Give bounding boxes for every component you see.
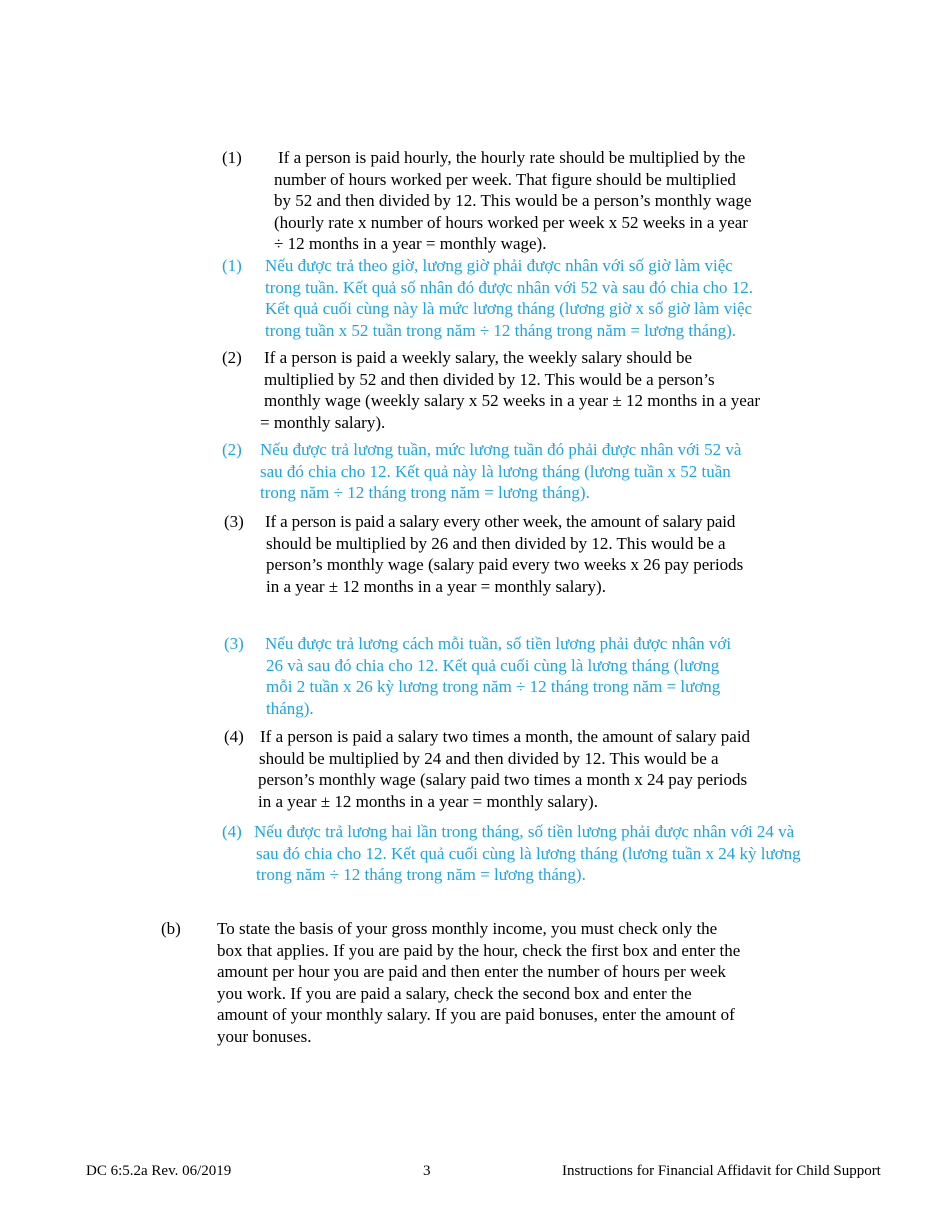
footer-form-id: DC 6:5.2a Rev. 06/2019 xyxy=(86,1163,232,1179)
text-line: 26 và sau đó chia cho 12. Kết quả cuối cùng là lương tháng (lương xyxy=(266,655,720,675)
text-line: box that applies. If you are paid by the hour, check the first box and enter the xyxy=(217,940,741,960)
text-line: = monthly salary). xyxy=(260,412,386,432)
paragraph-4-vietnamese xyxy=(222,821,801,886)
text-line: If a person is paid a salary two times a month, the amount of salary paid xyxy=(260,727,751,746)
text-line: tháng). xyxy=(266,698,314,718)
footer-page-number: 3 xyxy=(423,1163,431,1179)
text-line: mỗi 2 tuần x 26 kỳ lương trong năm ÷ 12 tháng trong năm = lương xyxy=(266,677,721,696)
text-line: If a person is paid a weekly salary, the weekly salary should be xyxy=(264,348,693,367)
paragraph-2-english xyxy=(222,347,760,433)
item-number: (2) xyxy=(222,348,242,367)
paragraph-2-vietnamese xyxy=(222,439,741,504)
item-number: (4) xyxy=(224,727,244,746)
text-line: your bonuses. xyxy=(217,1026,312,1046)
text-line: Nếu được trả lương cách mỗi tuần, số tiền lương phải được nhân với xyxy=(265,634,732,653)
text-line: If a person is paid hourly, the hourly rate should be multiplied by the xyxy=(278,148,746,167)
paragraph-1-vietnamese xyxy=(222,255,753,341)
item-number: (1) xyxy=(222,256,242,275)
text-line: Kết quả cuối cùng này là mức lương tháng (lương giờ x số giờ làm việc xyxy=(265,299,753,318)
text-line: (hourly rate x number of hours worked per week x 52 weeks in a year xyxy=(274,212,748,232)
text-line: trong tuần x 52 tuần trong năm ÷ 12 tháng trong năm = lương tháng). xyxy=(265,320,737,340)
item-number: (2) xyxy=(222,440,242,459)
text-line: trong năm ÷ 12 tháng trong năm = lương tháng). xyxy=(260,483,590,502)
footer-document-title: Instructions for Financial Affidavit for Child Support xyxy=(562,1163,881,1179)
text-line: sau đó chia cho 12. Kết quả này là lương tháng (lương tuần x 52 tuần xyxy=(260,461,731,481)
text-line: If a person is paid a salary every other week, the amount of salary paid xyxy=(265,512,736,531)
paragraph-4-english xyxy=(224,726,750,812)
text-line: trong tuần. Kết quả số nhân đó được nhân với 52 và sau đó chia cho 12. xyxy=(265,277,753,297)
text-line: in a year ± 12 months in a year = monthly salary). xyxy=(258,791,598,811)
item-number: (3) xyxy=(224,634,244,653)
text-line: multiplied by 52 and then divided by 12. This would be a person’s xyxy=(264,369,715,389)
text-line: person’s monthly wage (salary paid two times a month x 24 pay periods xyxy=(258,770,748,789)
text-line: Nếu được trả lương hai lần trong tháng, số tiền lương phải được nhân với 24 và xyxy=(254,822,795,841)
item-number: (b) xyxy=(161,919,181,938)
paragraph-1-english xyxy=(222,147,752,255)
text-line: trong năm ÷ 12 tháng trong năm = lương tháng). xyxy=(256,865,586,884)
text-line: ÷ 12 months in a year = monthly wage). xyxy=(274,234,547,253)
text-line: number of hours worked per week. That figure should be multiplied xyxy=(274,169,736,189)
text-line: amount of your monthly salary. If you are paid bonuses, enter the amount of xyxy=(217,1005,735,1024)
item-number: (3) xyxy=(224,512,244,531)
paragraph-b xyxy=(161,918,740,1047)
text-line: Nếu được trả lương tuần, mức lương tuần đó phải được nhân với 52 và xyxy=(260,440,742,459)
paragraph-3-english xyxy=(222,511,743,597)
text-line: sau đó chia cho 12. Kết quả cuối cùng là lương tháng (lương tuần x 24 kỳ lương xyxy=(256,843,801,863)
text-line: person’s monthly wage (salary paid every two weeks x 26 pay periods xyxy=(266,555,744,574)
text-line: you work. If you are paid a salary, check the second box and enter the xyxy=(217,983,692,1003)
text-line: should be multiplied by 24 and then divided by 12. This would be a xyxy=(259,748,719,768)
text-line: by 52 and then divided by 12. This would be a person’s monthly wage xyxy=(274,191,752,210)
text-line: should be multiplied by 26 and then divided by 12. This would be a xyxy=(266,533,726,553)
text-line: Nếu được trả theo giờ, lương giờ phải được nhân với số giờ làm việc xyxy=(265,256,733,275)
item-number: (4) xyxy=(222,822,242,841)
paragraph-3-vietnamese xyxy=(224,633,731,719)
item-number: (1) xyxy=(222,148,242,167)
text-line: monthly wage (weekly salary x 52 weeks in a year ± 12 months in a year xyxy=(264,391,761,410)
text-line: in a year ± 12 months in a year = monthly salary). xyxy=(266,576,606,596)
text-line: To state the basis of your gross monthly income, you must check only the xyxy=(217,919,718,938)
text-line: amount per hour you are paid and then enter the number of hours per week xyxy=(217,962,726,981)
